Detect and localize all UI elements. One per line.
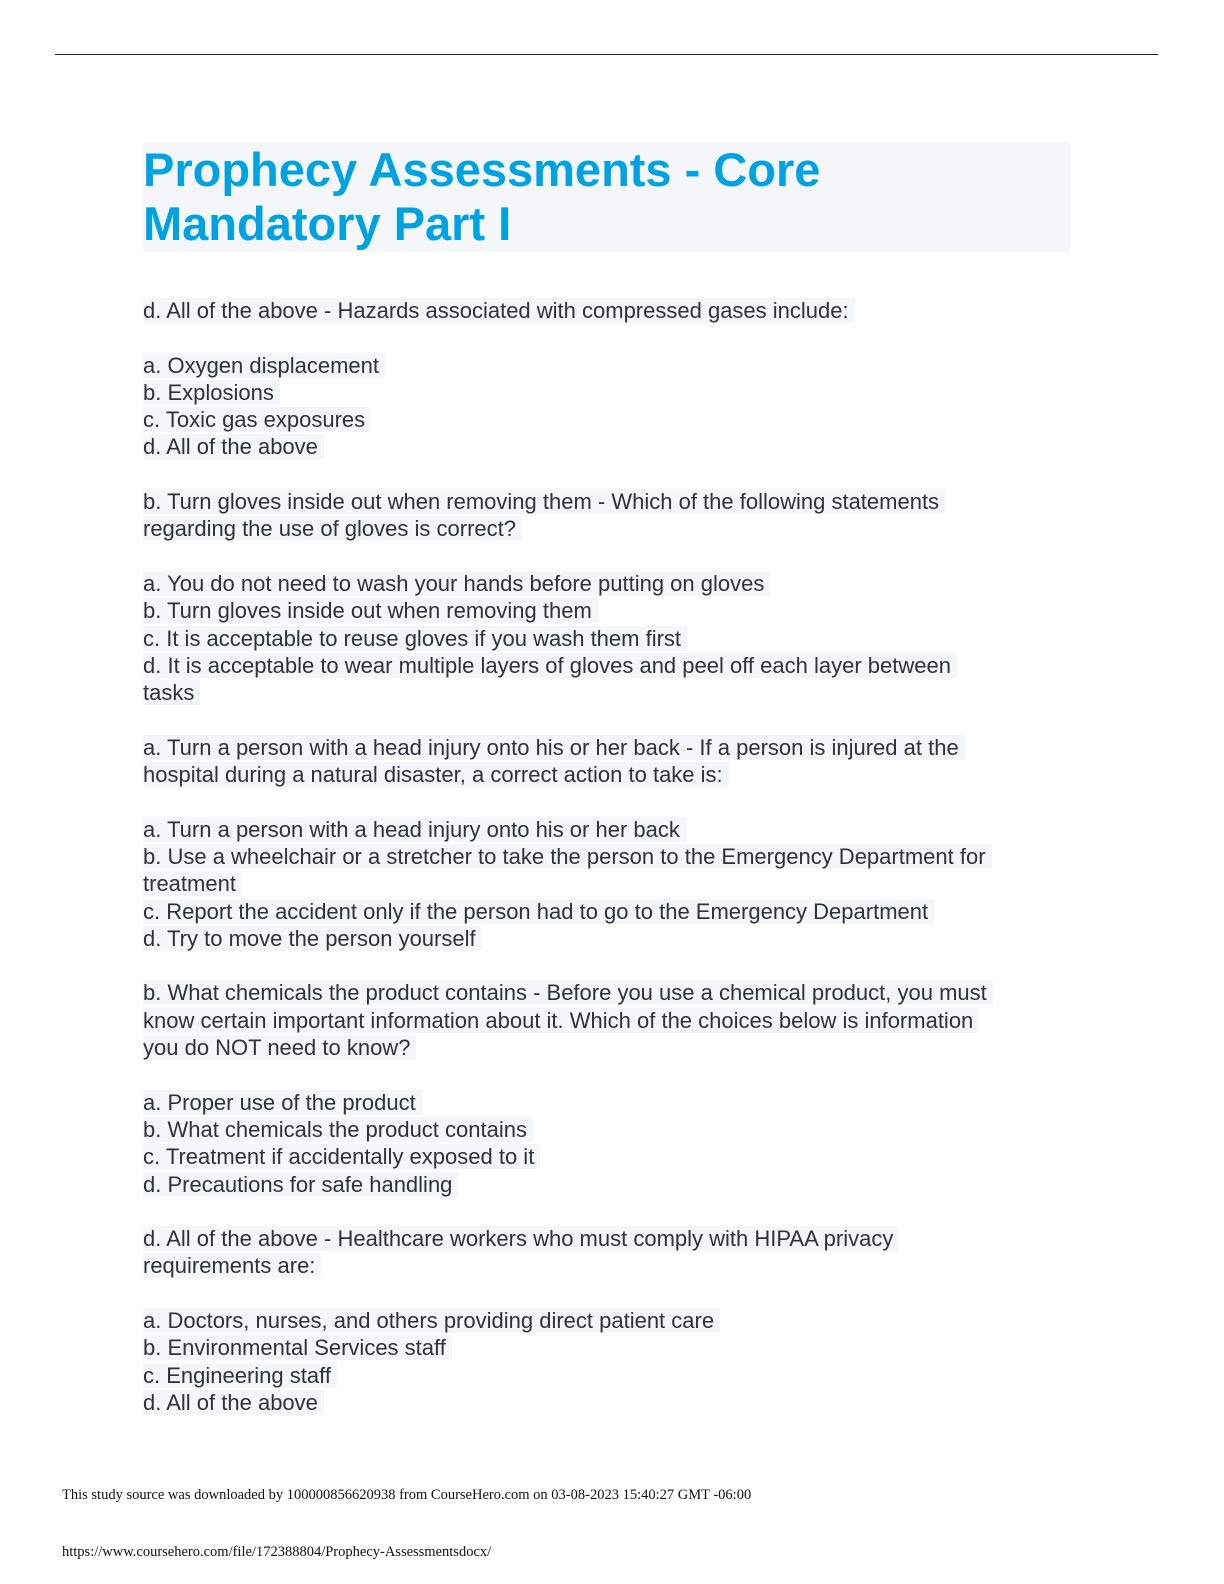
answer-options (143, 1089, 1073, 1198)
answer-options (143, 352, 1073, 461)
title-line-2: Mandatory Part I (143, 197, 512, 250)
option-text: c. Report the accident only if the person had to go to the Emergency Department (143, 899, 934, 924)
option-text: d. Precautions for safe handling (143, 1172, 458, 1197)
answer-options (143, 816, 1073, 952)
option-text: a. Oxygen displacement (143, 353, 385, 378)
option-text: b. Environmental Services staff (143, 1335, 452, 1360)
prompt-line (143, 515, 1073, 542)
option-text: a. Doctors, nurses, and others providing direct patient care (143, 1308, 720, 1333)
prompt-text: you do NOT need to know? (143, 1035, 416, 1060)
answer-option (143, 1143, 1073, 1170)
answer-options (143, 1307, 1073, 1416)
prompt-line (143, 1007, 1073, 1034)
answer-options (143, 570, 1073, 706)
prompt-line (143, 761, 1073, 788)
answer-option (143, 1116, 1073, 1143)
question-list (143, 297, 1073, 1443)
prompt-line (143, 488, 1073, 515)
answer-option (143, 843, 1073, 870)
prompt-line (143, 979, 1073, 1006)
question-prompt (143, 734, 1073, 789)
title-line-1: Prophecy Assessments - Core (143, 143, 821, 196)
option-text: d. All of the above (143, 434, 324, 459)
answer-option (143, 597, 1073, 624)
answer-option (143, 1089, 1073, 1116)
option-text: b. What chemicals the product contains (143, 1117, 533, 1142)
prompt-text: regarding the use of gloves is correct? (143, 516, 522, 541)
prompt-line (143, 734, 1073, 761)
option-text: treatment (143, 871, 242, 896)
answer-option (143, 570, 1073, 597)
prompt-text: b. What chemicals the product contains - Before you use a chemical product, you must (143, 980, 993, 1005)
top-horizontal-rule (55, 54, 1158, 55)
prompt-text: know certain important information about it. Which of the choices below is information (143, 1008, 979, 1033)
option-text: b. Explosions (143, 380, 280, 405)
answer-option (143, 1171, 1073, 1198)
option-text: b. Turn gloves inside out when removing them (143, 598, 598, 623)
prompt-text: d. All of the above - Hazards associated with compressed gases include: (143, 298, 855, 323)
answer-option (143, 679, 1073, 706)
answer-option (143, 1334, 1073, 1361)
option-text: a. You do not need to wash your hands before putting on gloves (143, 571, 770, 596)
answer-option (143, 925, 1073, 952)
option-text: c. Toxic gas exposures (143, 407, 371, 432)
answer-option (143, 352, 1073, 379)
answer-option (143, 870, 1073, 897)
prompt-text: b. Turn gloves inside out when removing them - Which of the following statements (143, 489, 945, 514)
prompt-text: requirements are: (143, 1253, 321, 1278)
prompt-line (143, 1252, 1073, 1279)
answer-option (143, 1389, 1073, 1416)
question-prompt (143, 979, 1073, 1061)
answer-option (143, 1362, 1073, 1389)
option-text: b. Use a wheelchair or a stretcher to take the person to the Emergency Department for (143, 844, 992, 869)
prompt-text: hospital during a natural disaster, a correct action to take is: (143, 762, 729, 787)
option-text: c. Treatment if accidentally exposed to it (143, 1144, 540, 1169)
answer-option (143, 898, 1073, 925)
answer-option (143, 1307, 1073, 1334)
question-prompt (143, 297, 1073, 324)
option-text: d. Try to move the person yourself (143, 926, 482, 951)
prompt-line (143, 1034, 1073, 1061)
option-text: c. Engineering staff (143, 1363, 337, 1388)
option-text: a. Turn a person with a head injury onto his or her back (143, 817, 686, 842)
prompt-line (143, 297, 1073, 324)
source-url: https://www.coursehero.com/file/172388804/Prophecy-Assessmentsdocx/ (62, 1544, 492, 1560)
answer-option (143, 652, 1073, 679)
option-text: d. All of the above (143, 1390, 324, 1415)
prompt-text: d. All of the above - Healthcare workers who must comply with HIPAA privacy (143, 1226, 899, 1251)
download-source-notice: This study source was downloaded by 100000856620938 from CourseHero.com on 03-08-2023 15:40:27 GMT -06:00 (62, 1487, 752, 1503)
option-text: tasks (143, 680, 200, 705)
question-prompt (143, 1225, 1073, 1280)
page-title (143, 143, 1043, 251)
prompt-text: a. Turn a person with a head injury onto his or her back - If a person is injured at the (143, 735, 965, 760)
answer-option (143, 433, 1073, 460)
option-text: a. Proper use of the product (143, 1090, 422, 1115)
question-prompt (143, 488, 1073, 543)
option-text: c. It is acceptable to reuse gloves if you wash them first (143, 626, 687, 651)
prompt-line (143, 1225, 1073, 1252)
answer-option (143, 379, 1073, 406)
answer-option (143, 625, 1073, 652)
option-text: d. It is acceptable to wear multiple layers of gloves and peel off each layer between (143, 653, 957, 678)
answer-option (143, 406, 1073, 433)
answer-option (143, 816, 1073, 843)
